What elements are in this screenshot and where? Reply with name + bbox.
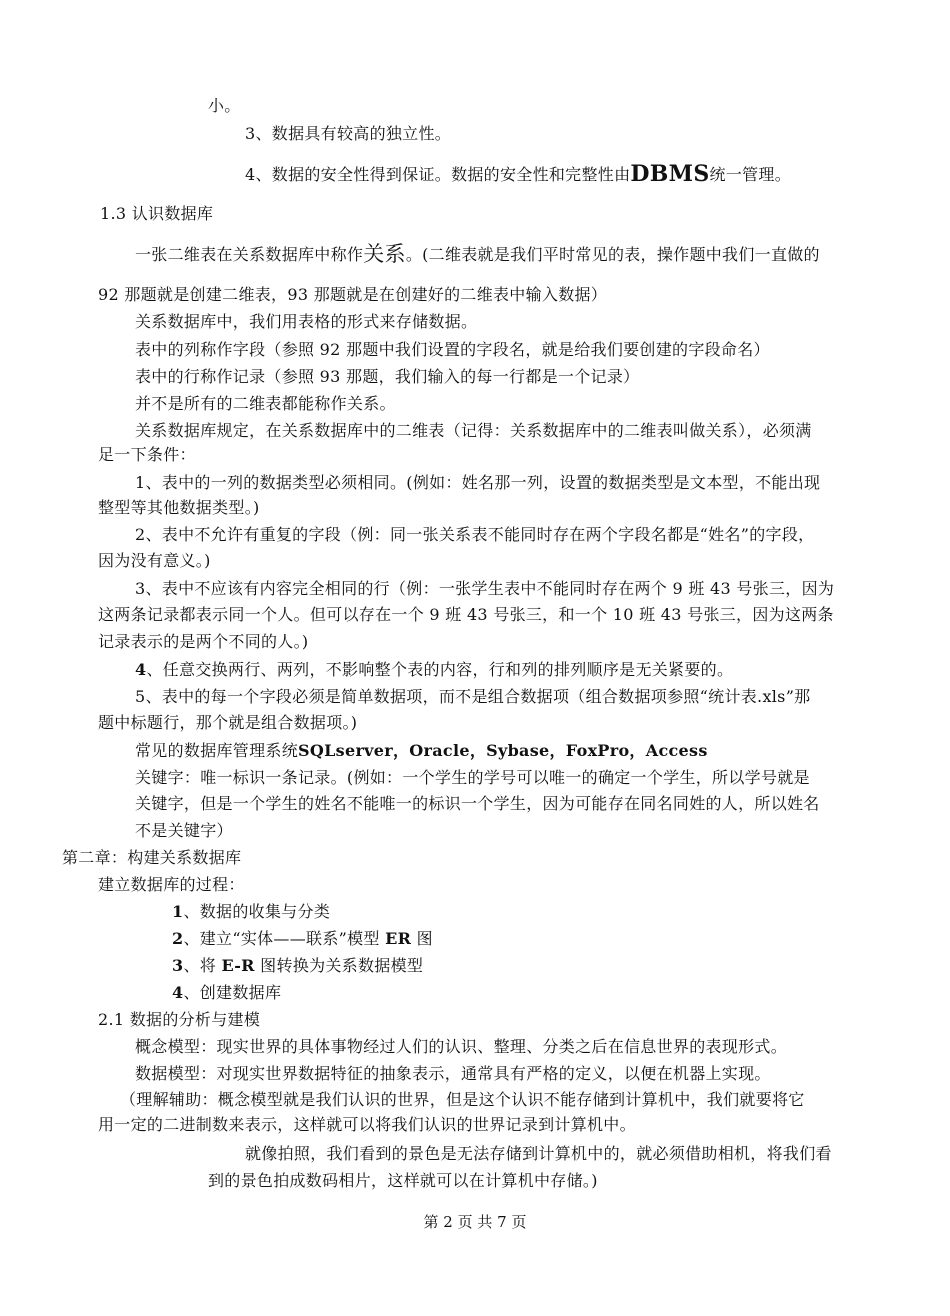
section-heading: 1.3 认识数据库 [100,204,214,223]
page-footer: 第 2 页 共 7 页 [423,1213,527,1231]
text-line: 关系数据库中，我们用表格的形式来存储数据。 [135,312,478,331]
section-heading: 2.1 数据的分析与建模 [98,1010,261,1029]
list-item: 3、将 E-R 图转换为关系数据模型 [172,956,424,975]
text-line: 足一下条件： [98,445,196,464]
text-line: 表中的行称作记录（参照 93 那题，我们输入的每一行都是一个记录） [135,367,640,386]
text-line: 表中的列称作字段（参照 92 那题中我们设置的字段名，就是给我们要创建的字段命名） [135,340,770,359]
text-line: 一张二维表在关系数据库中称作关系。(二维表就是我们平时常见的表，操作题中我们一直做的 [135,242,820,266]
text-line: 3、数据具有较高的独立性。 [245,124,452,143]
text-line: 就像拍照，我们看到的景色是无法存储到计算机中的，就必须借助相机，将我们看 [245,1144,832,1163]
text-line: 到的景色拍成数码相片，这样就可以在计算机中存储。) [208,1171,598,1190]
text-line: 4、数据的安全性得到保证。数据的安全性和完整性由DBMS统一管理。 [245,161,792,187]
text-line: 建立数据库的过程： [98,875,245,894]
list-item: 2、建立“实体——联系”模型 ER 图 [172,929,433,948]
text-line: 92 那题就是创建二维表，93 那题就是在创建好的二维表中输入数据） [98,285,608,304]
chapter-heading: 第二章：构建关系数据库 [62,848,242,867]
text-line: 小。 [208,96,241,115]
text-line: （理解辅助：概念模型就是我们认识的世界，但是这个认识不能存储到计算机中，我们就要将它 [120,1090,805,1109]
text-line: 因为没有意义。) [98,551,211,570]
text-line: 关键字：唯一标识一条记录。(例如：一个学生的学号可以唯一的确定一个学生，所以学号就是 [135,768,810,787]
text-line: 用一定的二进制数来表示，这样就可以将我们认识的世界记录到计算机中。 [98,1115,636,1134]
list-item: 4、创建数据库 [172,983,282,1002]
list-item: 1、数据的收集与分类 [172,902,331,921]
text-line: 5、表中的每一个字段必须是简单数据项，而不是组合数据项（组合数据项参照“统计表.xls”那 [135,687,811,706]
text-line: 并不是所有的二维表都能称作关系。 [135,394,396,413]
text-line: 2、表中不允许有重复的字段（例：同一张关系表不能同时存在两个字段名都是“姓名”的字段， [135,525,815,544]
text-line: 概念模型：现实世界的具体事物经过人们的认识、整理、分类之后在信息世界的表现形式。 [135,1037,788,1056]
text-line: 4、任意交换两行、两列，不影响整个表的内容，行和列的排列顺序是无关紧要的。 [135,660,734,679]
text-line: 整型等其他数据类型。) [98,498,260,517]
text-line: 数据模型：对现实世界数据特征的抽象表示，通常具有严格的定义，以便在机器上实现。 [135,1064,771,1083]
text-line: 记录表示的是两个不同的人。) [98,632,309,651]
text-line: 3、表中不应该有内容完全相同的行（例：一张学生表中不能同时存在两个 9 班 43 号张三，因为 [135,579,835,598]
text-line: 关系数据库规定，在关系数据库中的二维表（记得：关系数据库中的二维表叫做关系），必须满 [135,421,812,440]
text-line: 关键字，但是一个学生的姓名不能唯一的标识一个学生，因为可能存在同名同姓的人，所以姓名 [135,794,820,813]
text-line: 常见的数据库管理系统SQLserver，Oracle，Sybase，FoxPro，Access [135,741,708,760]
text-line: 不是关键字） [135,821,233,840]
text-line: 题中标题行，那个就是组合数据项。) [98,713,358,732]
text-line: 1、表中的一列的数据类型必须相同。(例如：姓名那一列，设置的数据类型是文本型，不能出现 [135,473,821,492]
text-line: 这两条记录都表示同一个人。但可以存在一个 9 班 43 号张三，和一个 10 班 43 号张三，因为这两条 [98,605,834,624]
